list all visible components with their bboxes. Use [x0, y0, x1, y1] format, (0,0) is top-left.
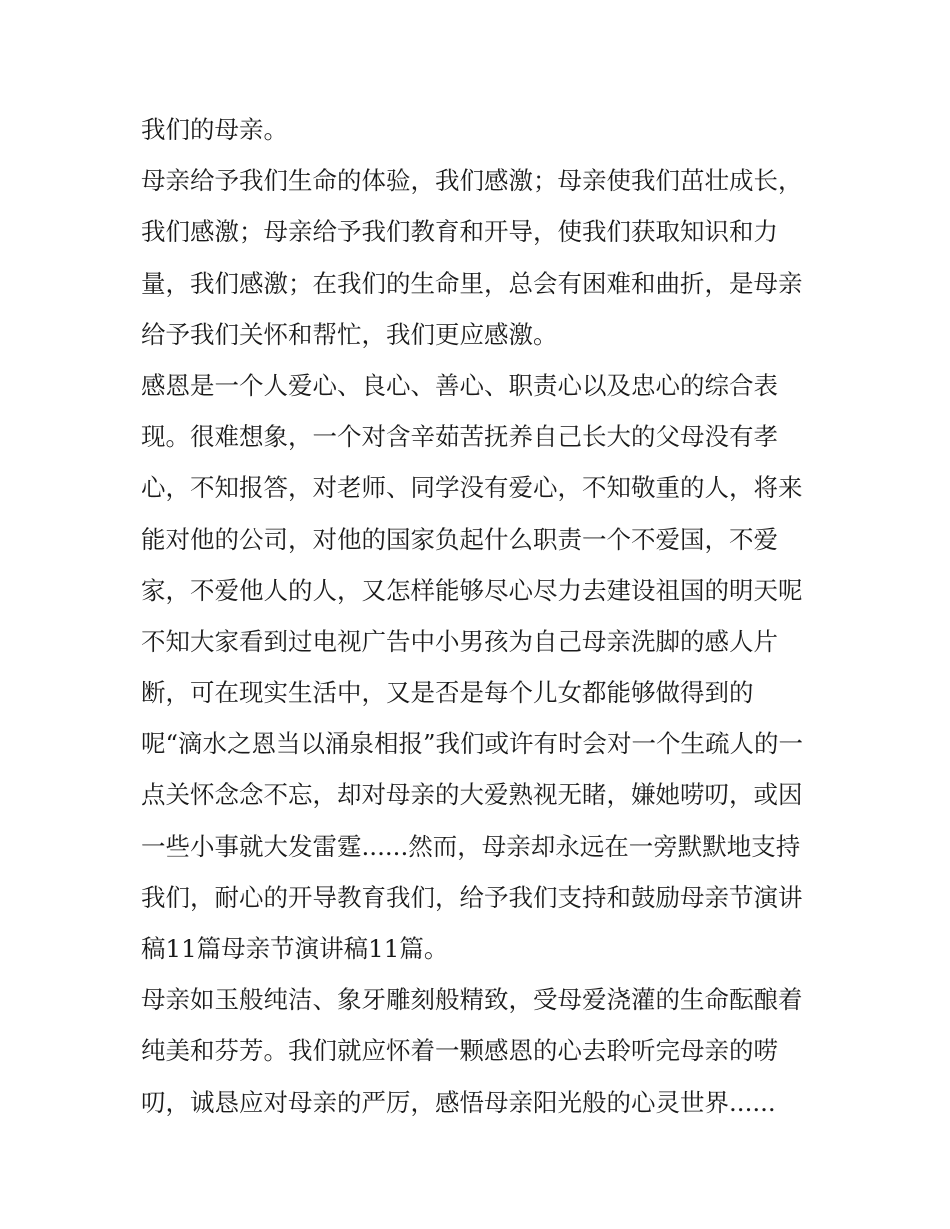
text-line: 我们的母亲。 [141, 115, 288, 144]
text-line: 我们感激；母亲给予我们教育和开导，使我们获取知识和力 [141, 217, 778, 247]
text-line: 断，可在现实生活中，又是否是每个儿女都能够做得到的 [141, 678, 754, 708]
text-line: 纯美和芬芳。我们就应怀着一颗感恩的心去聆听完母亲的唠 [141, 1036, 778, 1066]
paragraph-1 [141, 104, 821, 155]
text-line: 不知大家看到过电视广告中小男孩为自己母亲洗脚的感人片 [141, 626, 778, 656]
paragraph-3 [141, 360, 821, 974]
text-line: 我们，耐心的开导教育我们，给予我们支持和鼓励母亲节演讲 [141, 882, 803, 912]
text-line: 稿11篇母亲节演讲稿11篇。 [141, 934, 449, 963]
text-line: 感恩是一个人爱心、良心、善心、职责心以及忠心的综合表 [141, 370, 778, 400]
text-line: 呢“滴水之恩当以涌泉相报”我们或许有时会对一个生疏人的一 [141, 729, 804, 759]
text-line: 母亲给予我们生命的体验，我们感激；母亲使我们茁壮成长， [141, 166, 803, 196]
text-line: 心，不知报答，对老师、同学没有爱心，不知敬重的人，将来 [141, 473, 803, 503]
text-line: 家，不爱他人的人，又怎样能够尽心尽力去建设祖国的明天呢 [141, 575, 803, 605]
text-line: 叨，诚恳应对母亲的严厉，感悟母亲阳光般的心灵世界...... [141, 1087, 776, 1117]
text-line: 现。很难想象，一个对含辛茹苦抚养自己长大的父母没有孝 [141, 422, 778, 452]
text-line: 一些小事就大发雷霆......然而，母亲却永远在一旁默默地支持 [141, 831, 801, 861]
text-line: 能对他的公司，对他的国家负起什么职责一个不爱国，不爱 [141, 524, 778, 554]
text-line: 给予我们关怀和帮忙，我们更应感激。 [141, 319, 558, 349]
paragraph-2 [141, 155, 821, 360]
text-line: 量，我们感激；在我们的生命里，总会有困难和曲折，是母亲 [141, 268, 803, 298]
text-line: 点关怀念念不忘，却对母亲的大爱熟视无睹，嫌她唠叨，或因 [141, 780, 803, 810]
paragraph-4 [141, 974, 821, 1128]
document-body [141, 104, 821, 1128]
text-line: 母亲如玉般纯洁、象牙雕刻般精致，受母爱浇灌的生命酝酿着 [141, 985, 803, 1015]
